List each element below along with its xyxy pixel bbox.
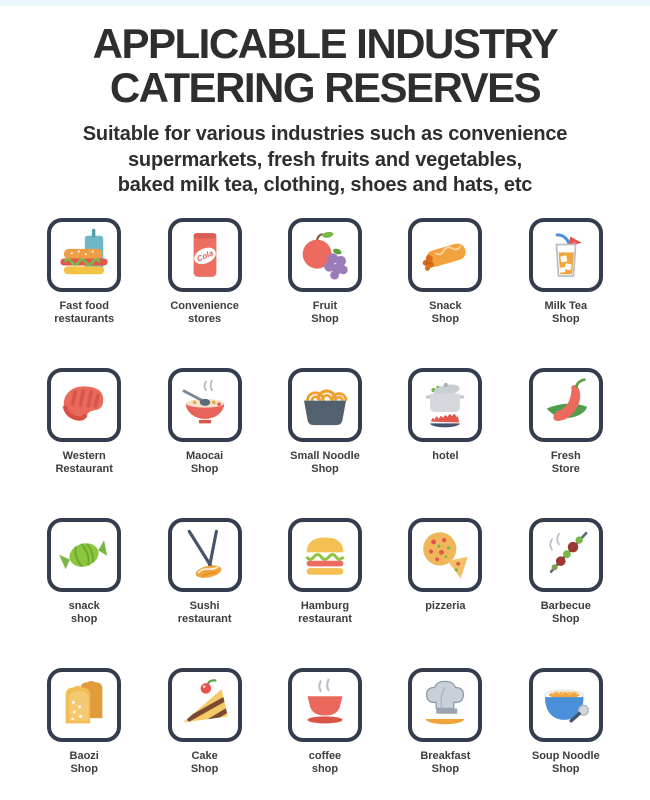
industry-item-sushi <box>144 518 264 627</box>
cooking-pot-icon <box>417 377 473 433</box>
iced-tea-icon <box>538 227 594 283</box>
industry-label: Milk Tea Shop <box>544 299 588 326</box>
industry-item-candy <box>24 518 144 627</box>
burrito-icon <box>417 227 473 283</box>
noodle-bowl-icon <box>297 377 353 433</box>
chili-pepper-icon <box>538 377 594 433</box>
industry-item-barbecue <box>506 518 626 627</box>
industry-label: Breakfast Shop <box>420 749 471 776</box>
industry-tile <box>288 668 362 742</box>
industry-tile <box>529 668 603 742</box>
industry-item-milk-tea <box>506 218 626 327</box>
industry-tile <box>408 218 482 292</box>
industry-label: Western Restaurant <box>55 449 113 476</box>
industry-label: Soup Noodle Shop <box>531 749 600 776</box>
coffee-cup-icon <box>297 677 353 733</box>
apple-grapes-icon <box>297 227 353 283</box>
top-banner <box>0 0 650 6</box>
industry-grid <box>0 218 650 777</box>
cola-can-label: Cola <box>195 248 215 264</box>
industry-item-snack <box>385 218 505 327</box>
industry-item-small-noodle <box>265 368 385 477</box>
industry-label: coffee shop <box>308 749 342 776</box>
soup-bowl-spoon-icon <box>177 377 233 433</box>
industry-item-fresh <box>506 368 626 477</box>
industry-item-maocai <box>144 368 264 477</box>
industry-tile <box>47 368 121 442</box>
soup-noodle-bowl-icon <box>538 677 594 733</box>
pizza-icon <box>417 527 473 583</box>
industry-item-breakfast <box>385 668 505 777</box>
industry-label: Sushi restaurant <box>177 599 232 626</box>
industry-label: Fresh Store <box>550 449 581 476</box>
chef-hat-icon <box>417 677 473 733</box>
industry-tile <box>529 218 603 292</box>
industry-item-pizzeria <box>385 518 505 627</box>
steak-icon <box>56 377 112 433</box>
industry-item-cake <box>144 668 264 777</box>
industry-label: hotel <box>432 449 459 462</box>
industry-label: Fast food restaurants <box>54 299 115 326</box>
industry-label: Small Noodle Shop <box>290 449 360 476</box>
candy-icon <box>56 527 112 583</box>
industry-tile <box>288 368 362 442</box>
industry-tile <box>47 218 121 292</box>
industry-label: Maocai Shop <box>185 449 224 476</box>
bread-icon <box>56 677 112 733</box>
industry-label: Convenience stores <box>170 299 239 326</box>
industry-tile <box>408 518 482 592</box>
page-title <box>0 22 650 109</box>
industry-tile <box>529 368 603 442</box>
bbq-skewer-icon <box>538 527 594 583</box>
industry-item-convenience <box>144 218 264 327</box>
industry-item-soup-noodle <box>506 668 626 777</box>
industry-item-fast-food <box>24 218 144 327</box>
industry-tile <box>168 368 242 442</box>
industry-item-fruit <box>265 218 385 327</box>
industry-tile <box>168 218 242 292</box>
industry-item-hamburg <box>265 518 385 627</box>
hotdog-drink-icon <box>56 227 112 283</box>
industry-tile <box>288 218 362 292</box>
industry-tile <box>47 668 121 742</box>
industry-tile <box>408 668 482 742</box>
industry-tile <box>168 668 242 742</box>
industry-tile <box>529 518 603 592</box>
industry-label: pizzeria <box>425 599 466 612</box>
industry-item-western <box>24 368 144 477</box>
industry-label: Fruit Shop <box>311 299 339 326</box>
subtitle-line3: baked milk tea, clothing, shoes and hats, etc <box>117 173 533 196</box>
subtitle-line2: supermarkets, fresh fruits and vegetables, <box>128 148 522 171</box>
industry-label: Cake Shop <box>190 749 219 776</box>
industry-label: snack shop <box>68 599 100 626</box>
cola-can-icon <box>177 227 233 283</box>
industry-tile <box>288 518 362 592</box>
sushi-chopsticks-icon <box>177 527 233 583</box>
page-title-line2: CATERING RESERVES <box>109 63 541 111</box>
industry-item-coffee <box>265 668 385 777</box>
industry-tile <box>168 518 242 592</box>
subtitle-line1: Suitable for various industries such as convenience <box>82 123 568 146</box>
industry-label: Hamburg restaurant <box>298 599 352 626</box>
industry-label: Barbecue Shop <box>540 599 591 626</box>
page-subtitle <box>0 122 650 198</box>
page-title-line1: APPLICABLE INDUSTRY <box>92 20 558 67</box>
industry-tile <box>47 518 121 592</box>
industry-item-baozi <box>24 668 144 777</box>
cake-slice-icon <box>177 677 233 733</box>
industry-item-hotel <box>385 368 505 477</box>
industry-label: Baozi Shop <box>69 749 99 776</box>
industry-tile <box>408 368 482 442</box>
hamburger-icon <box>297 527 353 583</box>
industry-label: Snack Shop <box>429 299 462 326</box>
